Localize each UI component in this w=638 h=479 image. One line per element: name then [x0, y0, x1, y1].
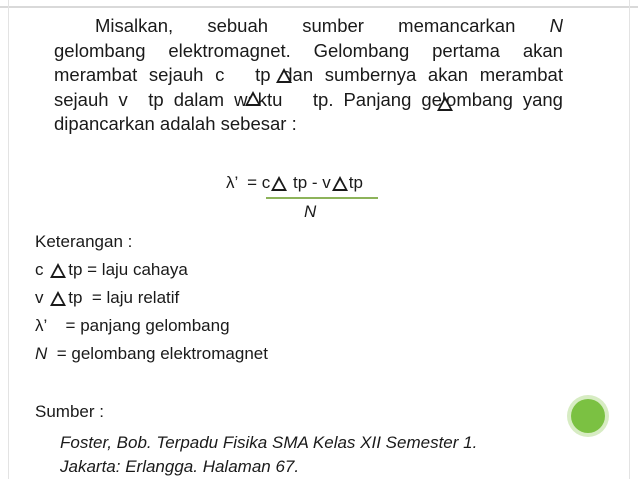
word: Gelombang [313, 39, 410, 61]
word: sebuah [207, 15, 269, 36]
fraction-line [266, 197, 378, 199]
paragraph-line-5 [54, 112, 563, 137]
word: merambat [54, 64, 138, 86]
word: akan [427, 64, 469, 86]
slide-top-border [0, 0, 638, 8]
word: sumber [302, 15, 364, 36]
paragraph-line-3 [54, 63, 563, 88]
word: gelombang [421, 88, 513, 110]
item-text: tp = laju relatif [68, 288, 180, 307]
symbol-n: N [35, 344, 48, 363]
source-line-2: Jakarta: Erlangga. Halaman 67. [60, 457, 300, 476]
formula-mid: tp - v [288, 173, 331, 192]
delta-triangle-icon [245, 91, 261, 106]
keterangan-item-speed-of-light [35, 260, 188, 280]
delta-triangle-icon [332, 176, 348, 191]
formula-denominator: N [304, 202, 317, 221]
word: dalam [173, 88, 225, 110]
word: merambat [479, 64, 563, 86]
delta-triangle-icon [437, 96, 453, 111]
word: memancarkan [398, 15, 516, 36]
paragraph-line-4 [54, 88, 563, 113]
word: dan [282, 64, 314, 86]
wavelength-formula [226, 173, 363, 193]
word: waktu [234, 88, 283, 110]
word: c tp [215, 64, 271, 86]
decorative-green-circle [571, 399, 605, 433]
word: dipancarkan adalah sebesar : [54, 113, 297, 135]
word: v tp [118, 88, 164, 110]
delta-triangle-icon [276, 68, 292, 83]
word: sejauh [148, 64, 204, 86]
word: akan [522, 39, 563, 61]
item-text: tp = laju cahaya [68, 260, 188, 279]
source-line-1: Foster, Bob. Terpadu Fisika SMA Kelas XII Semester 1. [60, 433, 478, 452]
keterangan-item-wave-count [35, 344, 268, 364]
paragraph-line-1 [54, 14, 563, 39]
word: elektromagnet. [168, 39, 291, 61]
word: Misalkan, [95, 15, 174, 36]
source-title: Sumber : [35, 402, 104, 421]
keterangan-title-text: Keterangan : [35, 232, 133, 251]
delta-triangle-icon [271, 176, 287, 191]
slide-left-border [8, 0, 9, 479]
formula-lhs: λ’ = c [226, 173, 271, 192]
symbol-v: v [35, 288, 49, 307]
delta-triangle-icon [50, 291, 66, 306]
word: gelombang [54, 39, 146, 61]
keterangan-title [35, 232, 132, 252]
keterangan-item-wavelength [35, 316, 230, 336]
word: sumbernya [324, 64, 417, 86]
source-reference [60, 431, 477, 479]
word: yang [522, 88, 563, 110]
formula-end: tp [348, 173, 363, 192]
intro-paragraph [54, 14, 563, 137]
item-text: λ’ = panjang gelombang [35, 316, 230, 335]
paragraph-line-2 [54, 39, 563, 64]
word: pertama [432, 39, 500, 61]
slide-right-border [629, 0, 630, 479]
word: sejauh [54, 88, 109, 110]
word: Panjang [343, 88, 412, 110]
delta-triangle-icon [50, 263, 66, 278]
item-text: = gelombang elektromagnet [47, 344, 268, 363]
word: N [549, 15, 563, 36]
keterangan-item-relative-speed [35, 288, 179, 308]
symbol-c: c [35, 260, 49, 279]
word: tp. [292, 88, 334, 110]
